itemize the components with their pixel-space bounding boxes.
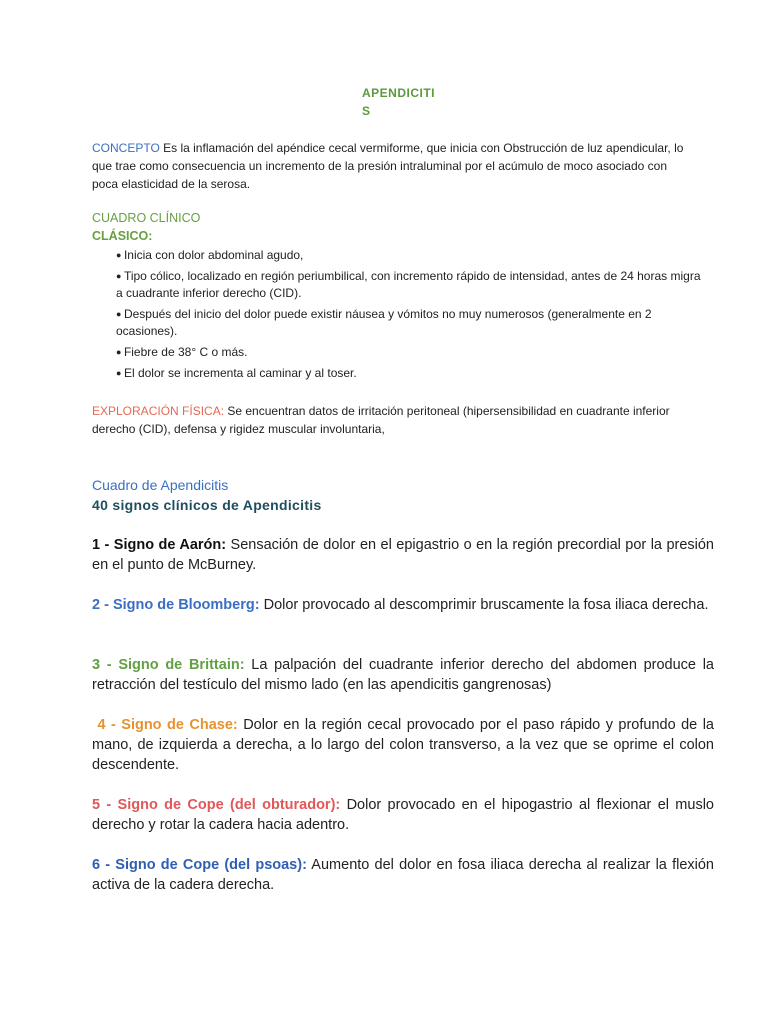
sign-6-text: Aumento del dolor en fosa iliaca derecha al realizar la flexión activa de la cadera derecha. xyxy=(92,857,714,893)
exploracion-text: Se encuentran datos de irritación peritoneal (hipersensibilidad en cuadrante inferior derecho (CID), defensa y rigidez muscular involuntaria, xyxy=(92,404,670,436)
concepto-text: Es la inflamación del apéndice cecal vermiforme, que inicia con Obstrucción de luz apendicular, lo que trae como consecuencia un incremento de la presión intraluminal por el acúmulo de moco asociado con poca elasticidad de la serosa. xyxy=(92,141,684,191)
list-item: ● El dolor se incrementa al caminar y al toser. xyxy=(116,365,706,382)
clinical-signs-list xyxy=(116,247,706,386)
sign-3 xyxy=(92,655,714,695)
concepto-paragraph xyxy=(92,139,692,193)
document-title xyxy=(362,84,462,120)
signos-heading: 40 signos clínicos de Apendicitis xyxy=(92,497,322,513)
sign-1 xyxy=(92,535,714,575)
concepto-label: CONCEPTO xyxy=(92,141,160,155)
list-item: ● Después del inicio del dolor puede existir náusea y vómitos no muy numerosos (generalmente en 2 ocasiones). xyxy=(116,306,706,340)
sign-5-text: Dolor provocado en el hipogastrio al flexionar el muslo derecho y rotar la cadera hacia adentro. xyxy=(92,797,714,833)
sign-2-label: 2 - Signo de Bloomberg: xyxy=(92,597,260,613)
list-item: ● Tipo cólico, localizado en región periumbilical, con incremento rápido de intensidad, antes de 24 horas migra a cuadrante inferior derecho (CID). xyxy=(116,268,706,302)
sign-4 xyxy=(92,715,714,775)
sign-1-label: 1 - Signo de Aarón: xyxy=(92,537,227,553)
sign-6-label: 6 - Signo de Cope (del psoas): xyxy=(92,857,307,873)
sign-3-label: 3 - Signo de Brittain: xyxy=(92,657,245,673)
sign-4-label: 4 - Signo de Chase: xyxy=(92,717,238,733)
sign-3-text: La palpación del cuadrante inferior derecho del abdomen produce la retracción del testículo del mismo lado (en las apendicitis gangrenosas) xyxy=(92,657,714,693)
list-item: ● Fiebre de 38° C o más. xyxy=(116,344,706,361)
list-item: ● Inicia con dolor abdominal agudo, xyxy=(116,247,706,264)
sign-1-text: Sensación de dolor en el epigastrio o en la región precordial por la presión en el punto de McBurney. xyxy=(92,537,714,573)
sign-6 xyxy=(92,855,714,895)
cuadro-clinico-line-2: CLÁSICO: xyxy=(92,229,153,243)
cuadro-apendicitis-heading: Cuadro de Apendicitis xyxy=(92,477,229,493)
sign-2-text: Dolor provocado al descomprimir bruscamente la fosa iliaca derecha. xyxy=(259,597,709,613)
sign-4-text: Dolor en la región cecal provocado por el paso rápido y profundo de la mano, de izquierda a derecha, a lo largo del colon transverso, a la vez que se oprime el colon descendente. xyxy=(92,717,714,773)
sign-2 xyxy=(92,595,714,615)
cuadro-clinico-line-1: CUADRO CLÍNICO xyxy=(92,211,201,225)
title-line-2: S xyxy=(362,104,371,118)
sign-5 xyxy=(92,795,714,835)
sign-5-label: 5 - Signo de Cope (del obturador): xyxy=(92,797,341,813)
cuadro-clinico-heading xyxy=(92,209,200,245)
exploracion-label: EXPLORACIÓN FÍSICA: xyxy=(92,404,225,418)
exploracion-paragraph xyxy=(92,402,692,438)
title-line-1: APENDICITI xyxy=(362,86,436,100)
